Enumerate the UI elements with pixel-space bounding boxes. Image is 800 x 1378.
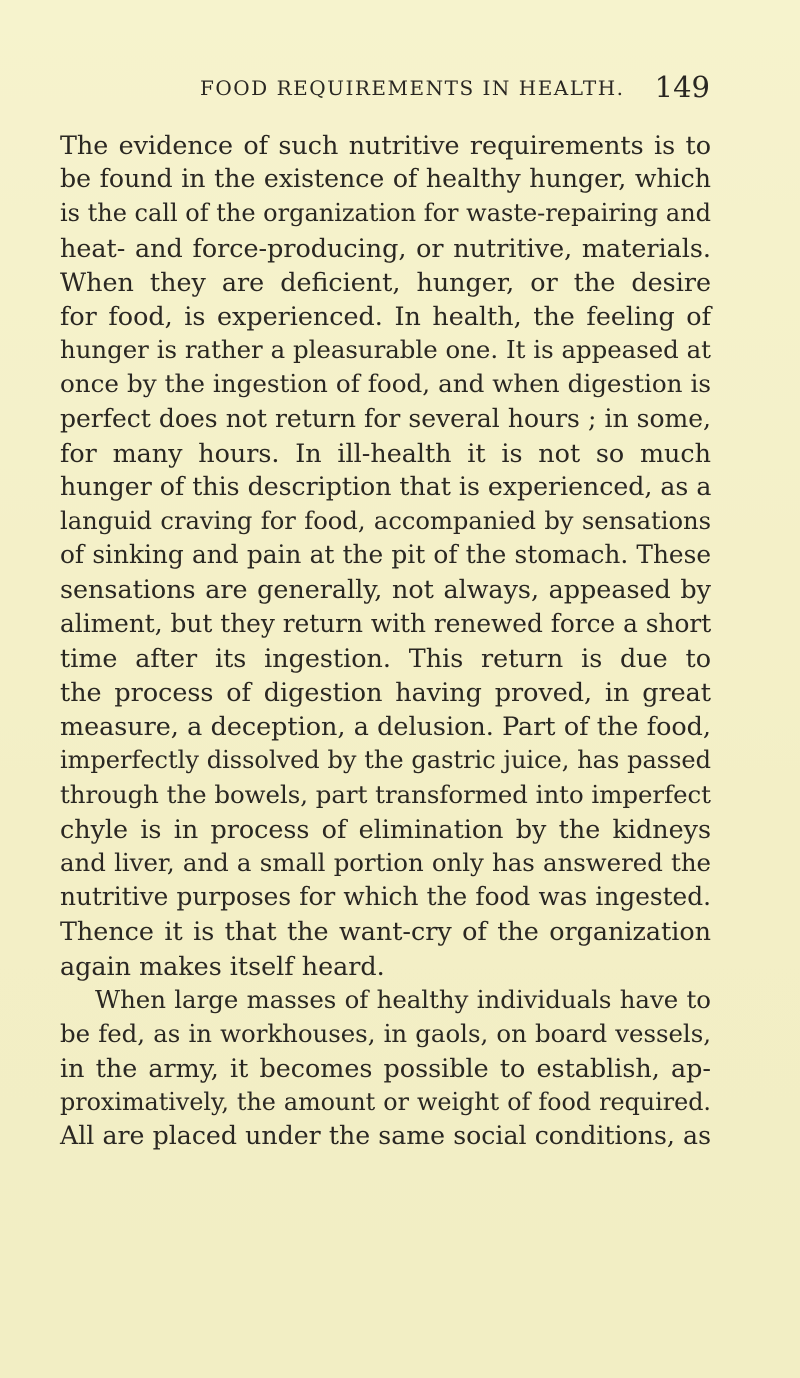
text-line: nutritive purposes for which the food was ingested.: [60, 882, 711, 912]
text-line: time after its ingestion. This return is due to: [60, 642, 711, 673]
text-line: once by the ingestion of food, and when digestion is: [60, 369, 711, 399]
running-head: [60, 70, 710, 114]
text-line: hunger of this description that is experienced, as a: [60, 471, 712, 501]
text-line: When they are deficient, hunger, or the desire: [60, 266, 711, 297]
page-number: 149: [654, 70, 710, 104]
text-line: the process of digestion having proved, in great: [60, 677, 711, 707]
text-line: and liver, and a small portion only has answered the: [60, 847, 711, 877]
paragraph-1: [60, 128, 711, 983]
text-line: measure, a deception, a delusion. Part of the food,: [60, 711, 711, 742]
text-line: heat- and force-producing, or nutritive, materials.: [60, 232, 711, 263]
text-line: is the call of the organization for waste-repairing and: [60, 199, 712, 228]
text-line: perfect does not return for several hours ; in some,: [60, 403, 711, 433]
body-text: [60, 128, 711, 1154]
text-line: hunger is rather a pleasurable one. It is appeased at: [60, 335, 711, 365]
text-line: Thence it is that the want-cry of the organization: [60, 916, 711, 947]
text-line: be found in the existence of healthy hunger, which: [60, 164, 711, 194]
text-line: in the army, it becomes possible to establish, ap-: [60, 1053, 711, 1084]
text-line: be fed, as in workhouses, in gaols, on board vessels,: [60, 1018, 711, 1048]
text-line: imperfectly dissolved by the gastric juice, has passed: [60, 746, 711, 775]
text-line: aliment, but they return with renewed force a short: [60, 608, 712, 638]
paragraph-2: [60, 983, 711, 1154]
text-line: proximatively, the amount or weight of food required.: [60, 1088, 711, 1117]
text-line: through the bowels, part transformed into imperfect: [60, 779, 711, 809]
text-line: languid craving for food, accompanied by sensations: [60, 507, 711, 536]
text-line: When large masses of healthy individuals have to: [95, 984, 711, 1014]
text-line: for many hours. In ill-health it is not so much: [60, 437, 711, 468]
text-line: All are placed under the same social conditions, as: [60, 1121, 711, 1151]
text-line: The evidence of such nutritive requirements is to: [60, 130, 711, 160]
text-line: of sinking and pain at the pit of the stomach. These: [60, 540, 711, 570]
text-line: chyle is in process of elimination by the kidneys: [60, 813, 711, 844]
running-title: FOOD REQUIREMENTS IN HEALTH.: [200, 76, 625, 100]
text-line: again makes itself heard.: [60, 950, 385, 981]
text-line: for food, is experienced. In health, the feeling of: [60, 300, 711, 331]
text-line: sensations are generally, not always, appeased by: [60, 574, 711, 605]
